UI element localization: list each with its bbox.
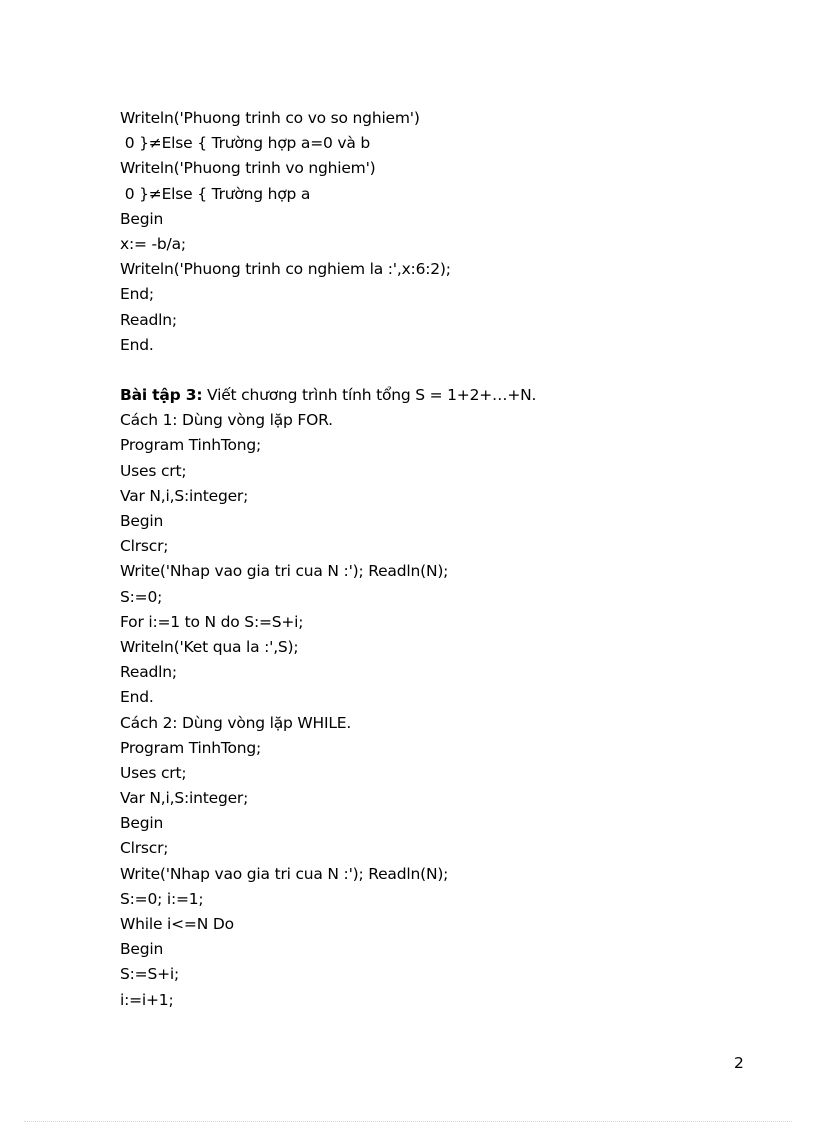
code-line: i:=i+1; [120, 990, 174, 1009]
code-line: End; [120, 285, 154, 304]
code-line: Cách 1: Dùng vòng lặp FOR. [120, 411, 333, 430]
code-line: Begin [120, 209, 164, 228]
blank-line [120, 358, 760, 383]
code-line: Clrscr; [120, 537, 169, 556]
exercise-text: Viết chương trình tính tổng S = 1+2+…+N. [202, 386, 537, 405]
code-line: S:=0; [120, 587, 163, 606]
code-line: Program TinhTong; [120, 436, 262, 455]
code-line: Begin [120, 814, 164, 833]
code-line: Writeln('Ket qua la :',S); [120, 637, 299, 656]
code-line: Uses crt; [120, 763, 187, 782]
page-content [120, 106, 760, 1013]
page-bottom-divider [24, 1121, 792, 1122]
exercise-heading [120, 383, 760, 408]
code-line: Readln; [120, 310, 177, 329]
code-line: Readln; [120, 663, 177, 682]
code-line: Var N,i,S:integer; [120, 789, 249, 808]
code-line: End. [120, 335, 154, 354]
code-line: 0 }≠Else { Trường hợp a [120, 184, 311, 203]
code-line: Begin [120, 940, 164, 959]
code-line: Write('Nhap vao gia tri cua N :'); Readln(N); [120, 562, 449, 581]
code-line: x:= -b/a; [120, 234, 186, 253]
code-line: S:=0; i:=1; [120, 889, 204, 908]
code-line: Clrscr; [120, 839, 169, 858]
exercise-label: Bài tập 3: [120, 386, 203, 405]
code-line: For i:=1 to N do S:=S+i; [120, 612, 304, 631]
code-line: Begin [120, 512, 164, 530]
code-line: Writeln('Phuong trinh vo nghiem') [120, 159, 376, 178]
code-line: Write('Nhap vao gia tri cua N :'); Readln(N); [120, 864, 449, 883]
code-line: While i<=N Do [120, 915, 234, 933]
code-line: Cách 2: Dùng vòng lặp WHILE. [120, 713, 352, 732]
code-line: Writeln('Phuong trinh co vo so nghiem') [120, 109, 420, 127]
code-line: Program TinhTong; [120, 738, 262, 757]
code-line: Uses crt; [120, 461, 187, 480]
code-line: S:=S+i; [120, 965, 180, 984]
code-line: Var N,i,S:integer; [120, 486, 249, 505]
code-line: Writeln('Phuong trinh co nghiem la :',x:6:2); [120, 260, 451, 279]
code-line: 0 }≠Else { Trường hợp a=0 và b [120, 134, 371, 153]
page-number: 2 [734, 1054, 744, 1072]
code-line: End. [120, 688, 154, 707]
